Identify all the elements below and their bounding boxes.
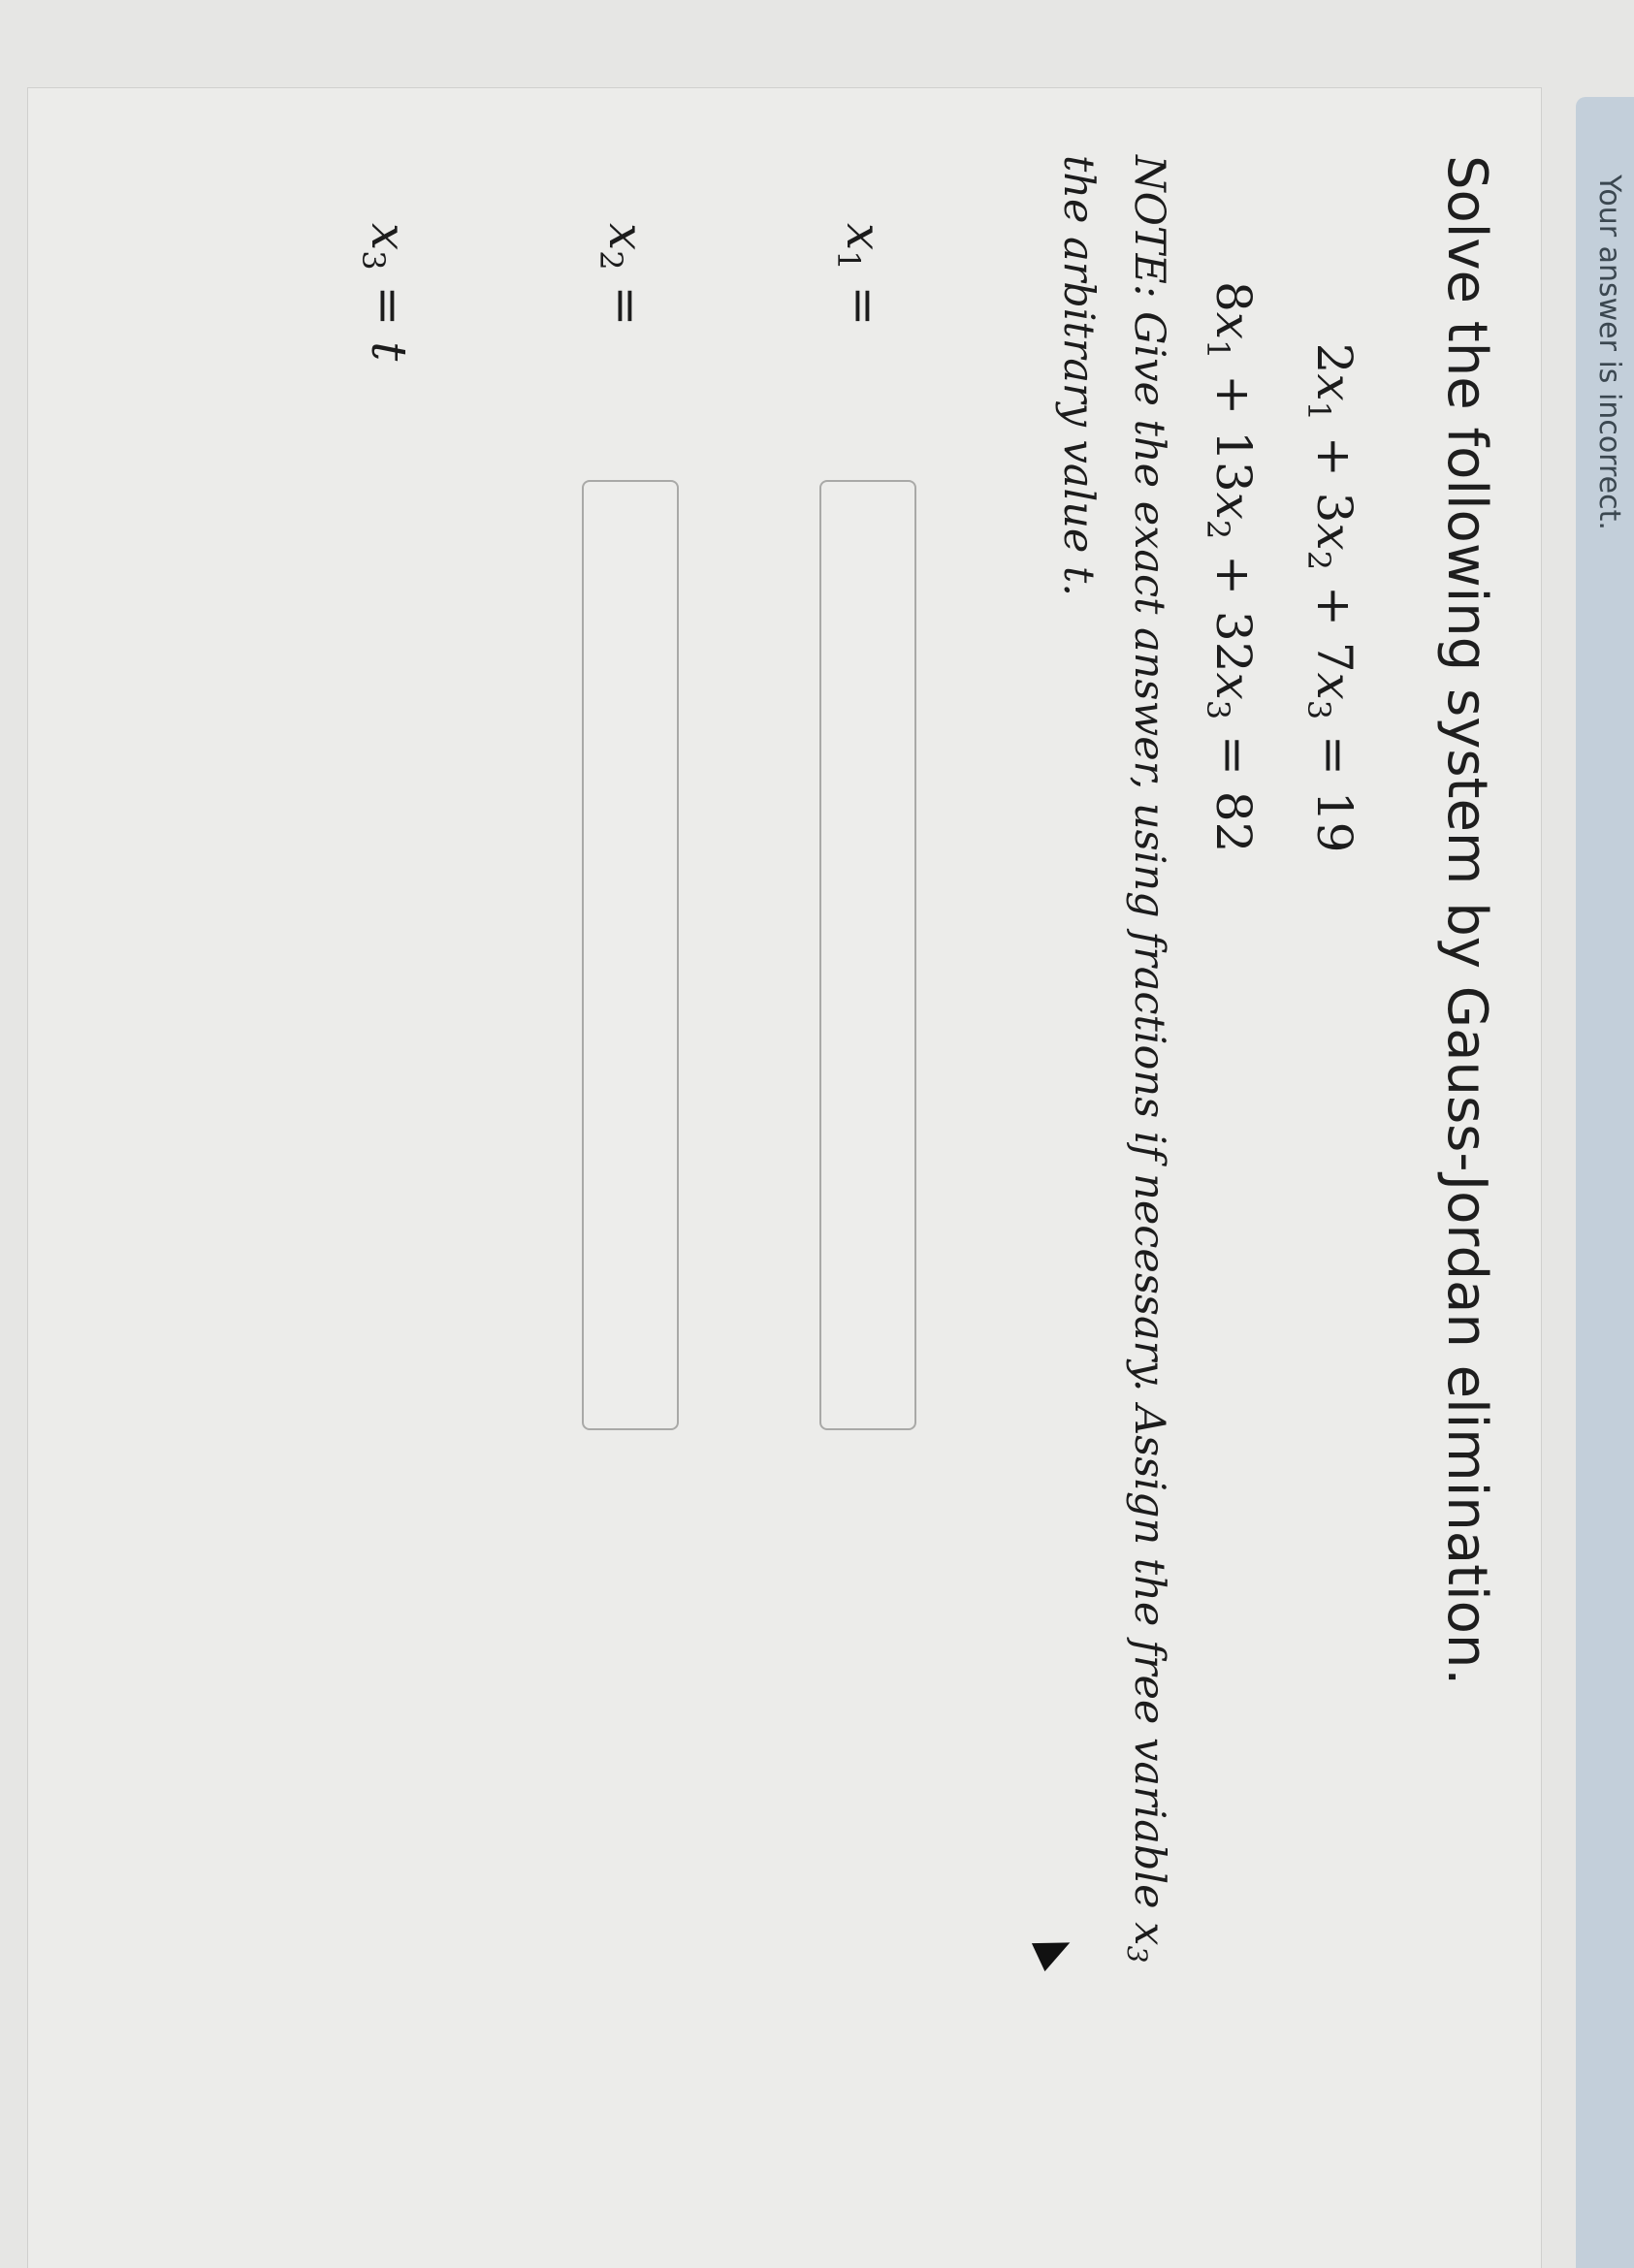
answer-label-x2: $x_2$ = — [593, 223, 655, 327]
equation-system — [1175, 281, 1377, 852]
equation-1: $2x_1 + 3x_2 + 7x_3 = 19$ — [1300, 342, 1362, 853]
answer-label-x3: $x_3 = t$ — [355, 223, 417, 362]
x2-answer-input[interactable] — [582, 480, 679, 1430]
equation-2: $8x_1 + 13x_2 + 32x_3 = 82$ — [1200, 281, 1262, 853]
answer-row-x1 — [785, 0, 892, 2268]
feedback-banner — [1576, 97, 1634, 2268]
question-title: Solve the following system by Gauss-Jordan elimination. — [1435, 155, 1498, 1686]
instruction-note: NOTE: Give the exact answer, using fractions if necessary. Assign the free variable $x_3$ the arbitrary value t. — [1054, 155, 1173, 1964]
answer-row-x3 — [310, 0, 417, 2268]
answer-row-x2 — [548, 0, 655, 2268]
x1-answer-input[interactable] — [819, 480, 916, 1430]
feedback-text: Your answer is incorrect. — [1592, 175, 1626, 530]
answer-label-x1: $x_1$ = — [830, 223, 892, 327]
